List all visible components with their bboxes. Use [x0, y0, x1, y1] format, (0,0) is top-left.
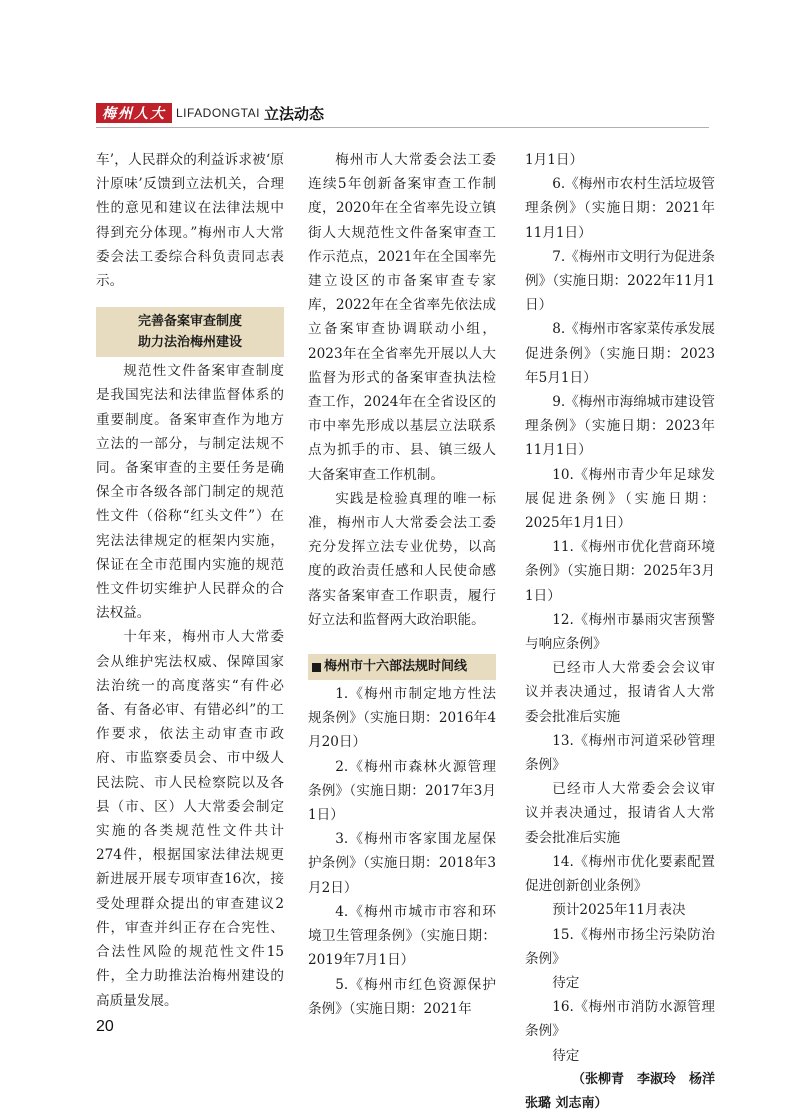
column-2 [308, 148, 496, 1021]
timeline-note: 待定 [552, 974, 580, 991]
timeline-item: 6.《梅州市农村生活垃圾管理条例》（实施日期：2021年11月1日） [525, 176, 715, 241]
column-3 [525, 148, 715, 1116]
timeline-item: 3.《梅州市客家围龙屋保护条例》（实施日期：2018年3月2日） [308, 831, 496, 896]
paragraph: 梅州市人大常委会法工委连续5年创新备案审查工作制度，2020年在全省率先设立镇街人大规范性文件备案审查工作示范点，2021年在全国率先建立设区的市备案审查专家库，2022年在全省率先依法成立备案审查协调联动小组，2023年在全省率先开展以人大监督为形式的备案审查执法检查工作，2024年在全省设区的市中率先形成以基层立法联系点为抓手的市、县、镇三级人大备案审查工作机制。 [308, 152, 496, 483]
timeline-item: 11.《梅州市优化营商环境条例》（实施日期：2025年3月1日） [525, 539, 715, 604]
timeline-item: 8.《梅州市客家菜传承发展促进条例》（实施日期：2023年5月1日） [525, 321, 715, 386]
timeline-note: 已经市人大常委会会议审议并表决通过，报请省人大常委会批准后实施 [525, 781, 715, 846]
header-divider [96, 127, 709, 128]
paragraph-continued: 车’，人民群众的利益诉求被‘原汁原味’反馈到立法机关，合理性的意见和建议在法律法规中得到充分体现。”梅州市人大常委会法工委综合科负责同志表示。 [96, 152, 284, 290]
timeline-item-continued: 1月1日） [525, 152, 584, 168]
timeline-item: 4.《梅州市城市市容和环境卫生管理条例》（实施日期：2019年7月1日） [308, 903, 496, 969]
timeline-heading [308, 654, 496, 680]
timeline-item: 13.《梅州市河道采砂管理条例》 [525, 732, 715, 774]
timeline-item: 12.《梅州市暴雨灾害预警与响应条例》 [525, 611, 715, 653]
paragraph: 十年来，梅州市人大常委会从维护宪法权威、保障国家法治统一的高度落实“有件必备、有备必审、有错必纠”的工作要求，依法主动审查市政府、市监察委员会、市中级人民法院、市人民检察院以及各县（市、区）人大常委会制定实施的各类规范性文件共计274件，根据国家法律法规更新进展开展专项审查16次，接受处理群众提出的审查建议2件，审查并纠正存在合宪性、合法性风险的规范性文件15件，全力助推法治梅州建设的高质量发展。 [96, 629, 284, 1009]
page-number: 20 [96, 1018, 114, 1035]
timeline-note: 预计2025年11月表决 [552, 902, 686, 919]
timeline-item: 5.《梅州市红色资源保护条例》（实施日期：2021年 [308, 976, 496, 1017]
timeline-item: 2.《梅州市森林火源管理条例》（实施日期：2017年3月1日） [308, 758, 496, 824]
timeline-item: 14.《梅州市优化要素配置促进创新创业条例》 [525, 853, 715, 895]
timeline-item: 10.《梅州市青少年足球发展促进条例》（实施日期：2025年1月1日） [525, 466, 715, 532]
author-credits [525, 1068, 715, 1116]
author-line-1: （张柳青 李淑玲 杨洋 [571, 1071, 715, 1087]
paragraph: 实践是检验真理的唯一标准，梅州市人大常委会法工委充分发挥立法专业优势，以高度的政治责任感和人民使命感落实备案审查工作职责，履行好立法和监督两大政治职能。 [308, 490, 496, 628]
subheading [96, 307, 284, 357]
timeline-note: 待定 [552, 1047, 580, 1064]
magazine-logo: 梅州人大 [96, 103, 172, 123]
running-header [96, 102, 324, 124]
paragraph: 规范性文件备案审查制度是我国宪法和法律监督体系的重要制度。备案审查作为地方立法的一部分，与制定法规不同。备案审查的主要任务是确保全市各级各部门制定的规范性文件（俗称“红头文件”）在宪法法律规定的框架内实施，保证在全市范围内实施的规范性文件切实维护人民群众的合法权益。 [96, 363, 284, 622]
timeline-item: 16.《梅州市消防水源管理条例》 [525, 999, 715, 1040]
square-bullet-icon [312, 663, 321, 672]
timeline-item: 1.《梅州市制定地方性法规条例》（实施日期：2016年4月20日） [308, 686, 496, 751]
timeline-note: 已经市人大常委会会议审议并表决通过，报请省人大常委会批准后实施 [525, 660, 715, 725]
subheading-line-1: 完善备案审查制度 [137, 314, 242, 330]
timeline-item: 7.《梅州市文明行为促进条例》（实施日期：2022年11月1日） [525, 248, 715, 314]
timeline-title: 梅州市十六部法规时间线 [324, 659, 468, 675]
section-latin: LIFADONGTAI [176, 106, 260, 120]
section-title: 立法动态 [263, 104, 324, 123]
timeline-item: 15.《梅州市扬尘污染防治条例》 [525, 926, 715, 967]
author-line-2: 张璐 刘志南） [525, 1095, 608, 1111]
timeline-item: 9.《梅州市海绵城市建设管理条例》（实施日期：2023年11月1日） [525, 394, 715, 459]
subheading-line-2: 助力法治梅州建设 [137, 335, 242, 351]
column-1 [96, 148, 284, 1013]
